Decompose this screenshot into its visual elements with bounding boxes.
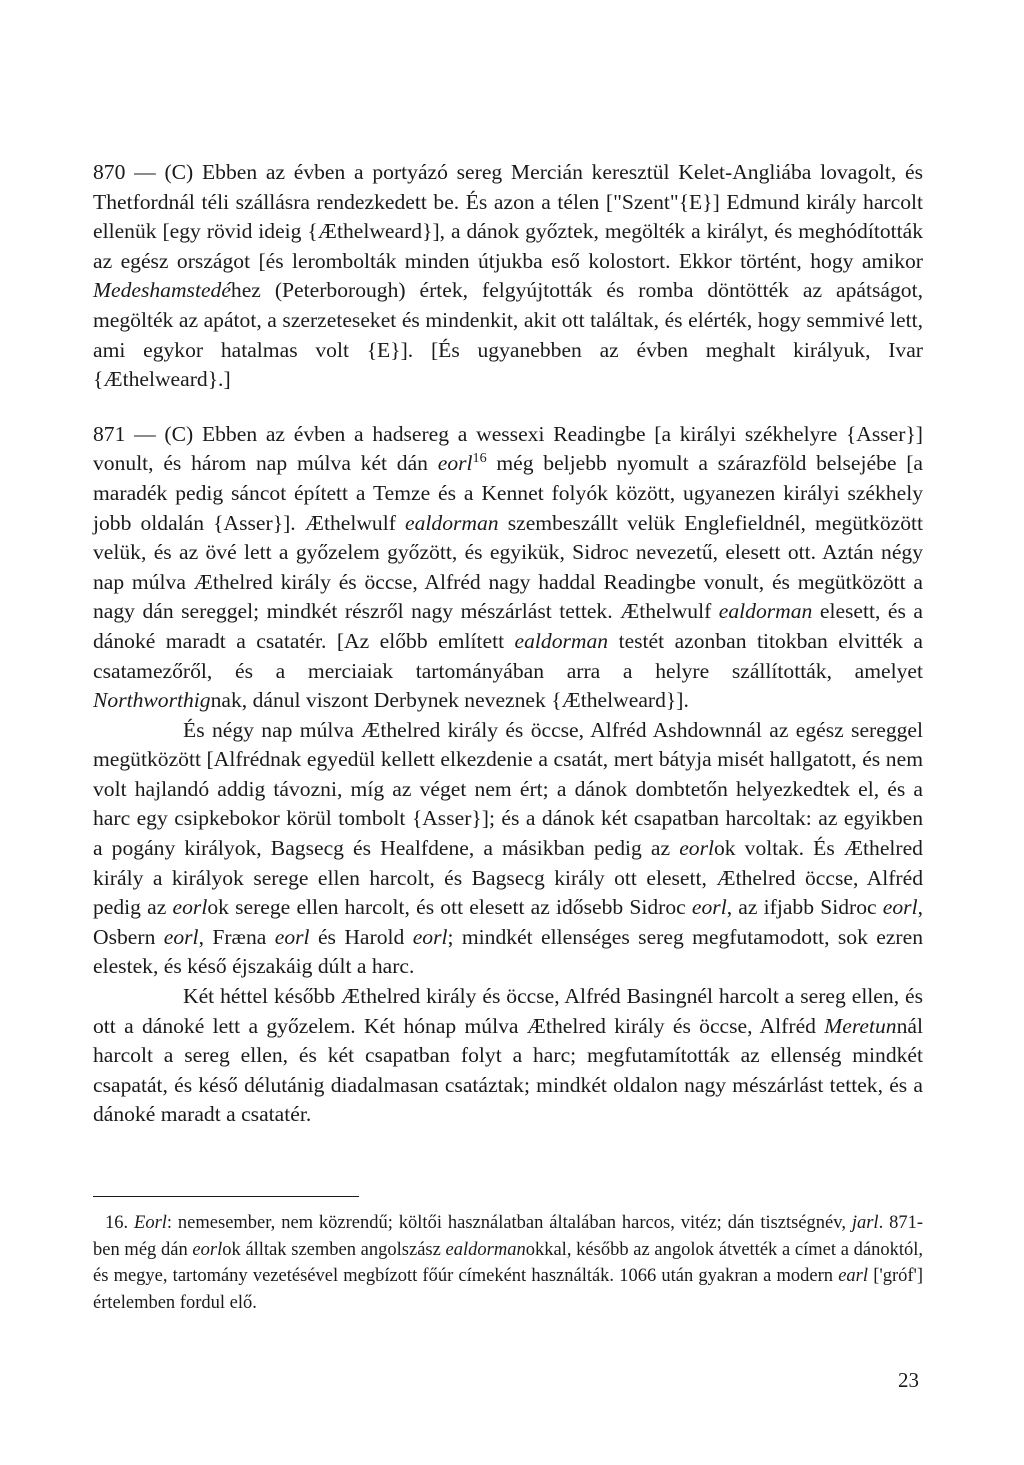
text-run: ['gróf'] értelemben fordul elő. [93,1266,924,1313]
italic-term: Northworthig [93,688,211,713]
text-run: még beljebb nyomult a szárazföld belsejébe [a maradék pedig sáncot épített a Temze és a Kennet folyók között, ugyanezen királyi székhely jobb oldalán {Asser}]. Æthelwulf [93,451,923,535]
text-run: , az ifjabb Sidroc [726,895,883,920]
italic-term: Eorl [134,1213,167,1233]
text-run: 870 — (C) Ebben az évben a portyázó sereg Mercián keresztül Kelet-Angliába lovagolt, és Thetfordnál téli szállásra rendezkedett be. És azon a télen ["Szent"{E}] Edmund király harcolt ellenük [egy rövid ideig {Æthelweard}], a dánok győztek, megölték a királyt, és meghódították az egész országot [és lerombolták minden útjukba eső kolostort. Ekkor történt, hogy amikor [93,160,923,273]
italic-term: eorl [172,895,208,920]
text-run: , Osbern [93,895,923,949]
italic-term: ealdorman [514,628,609,653]
main-text [93,158,923,1130]
text-run: Két héttel később Æthelred király és öccse, Alfréd Basingnél harcolt a sereg ellen, és ott a dánoké lett a győzelem. Két hónap múlva Æthelred király és öccse, Alfréd [93,984,923,1038]
entry-871-paragraph-3 [93,982,923,1130]
text-run: ok serege ellen harcolt, és ott elesett az idősebb Sidroc [207,895,692,920]
text-run: , Fræna [198,924,275,949]
italic-term: earl [838,1266,869,1286]
italic-term: ealdorman [718,599,813,624]
text-run: ok álltak szemben angolszász [222,1239,446,1260]
text-run: és Harold [309,924,413,949]
italic-term: Meretun [824,1013,897,1038]
text-run: nak, dánul viszont Derbynek neveznek {Æthelweard}]. [210,688,689,713]
italic-term: eorl [882,895,918,920]
text-run: szembeszállt velük Englefieldnél, megütközött velük, és az övé lett a győzelem győzött, és egyikük, Sidroc nevezetű, elesett ott. Aztán négy nap múlva Æthelred király és öccse, Alfréd nagy haddal Readingbe vonult, és megütközött a nagy dán sereggel; mindkét részről nagy mészárlást tettek. Æthelwulf [93,510,923,624]
text-run: hez (Peterborough) értek, felgyújtották és romba döntötték az apátságot, megölték az apátot, a szerzeteseket és mindenkit, akit ott találtak, és elérték, hogy semmivé lett, ami egykor hatalmas volt {E}]. [És ugyanebben az évben meghalt királyuk, Ivar {Æthelweard}.] [93,278,923,392]
text-run: ok voltak. És Æthelred király a királyok serege ellen harcolt, és Bagsecg király ott elesett, Æthelred öccse, Alfréd pedig az [93,836,923,920]
text-run: nál harcolt a sereg ellen, és két csapatban folyt a harc; megfutamították az ellenség mindkét csapatát, és késő délutánig diadalmasan csatáztak; mindkét oldalon nagy mészárlást tettek, és a dánoké maradt a csatatér. [93,1013,923,1127]
italic-term: eorl [679,836,714,861]
page-number: 23 [898,1368,919,1392]
text-run: 871 — (C) Ebben az évben a hadsereg a wessexi Readingbe [a királyi székhelyre {Asser}] vonult, és három nap múlva két dán [93,421,923,476]
entry-871-paragraph-1 [93,420,923,716]
text-run: elesett, és a dánoké maradt a csatatér. [Az előbb említett [93,599,923,653]
entry-870 [93,158,923,395]
text-run: És négy nap múlva Æthelred király és öccse, Alfréd Ashdownnál az egész sereggel megütközött [Alfrédnak egyedül kellett elkezdenie a csatát, mert bátyja misét hallgatott, és nem volt hajlandó addig távozni, míg az véget nem ért; a dánok dombtetőn helyezkedtek el, és a harc egy csipkebokor körül tombolt {Asser}]; és a dánok két csapatban harcoltak: az egyikben a pogány királyok, Bagsecg és Healfdene, a másikban pedig az [93,717,923,861]
italic-term: eorl [412,924,448,949]
text-run: . 871-ben még dán [93,1213,924,1260]
footnote-divider [93,1196,359,1197]
italic-term: Medeshamstedé [93,278,231,303]
footnote-number: 16. [105,1213,135,1233]
italic-term: ealdorman [445,1239,526,1260]
italic-term: ealdorman [405,510,499,535]
italic-term: eorl [437,451,473,476]
italic-term: eorl [691,895,727,920]
text-run: testét azonban titokban elvitték a csatamezőről, és a merciaiak tartományában arra a helyre szállították, amelyet [93,628,924,683]
text-run: ; mindkét ellenséges sereg megfutamodott, sok ezren elestek, és késő éjszakáig dúlt a harc. [93,924,923,979]
entry-871-paragraph-2 [93,716,923,982]
italic-term: eorl [192,1239,223,1260]
italic-term: jarl [851,1213,879,1233]
italic-term: eorl [274,924,310,949]
text-run: : nemesember, nem közrendű; költői használatban általában harcos, vitéz; dán tisztségnév, [166,1213,852,1233]
text-run: okkal, később az angolok átvették a címet a dánoktól, és megye, tartomány vezetésével megbízott főúr címeként használták. 1066 után gyakran a modern [93,1239,924,1286]
footnotes [93,1210,923,1316]
footnote-reference: 16 [472,450,487,467]
footnote-16 [93,1210,923,1316]
italic-term: eorl [163,924,199,949]
